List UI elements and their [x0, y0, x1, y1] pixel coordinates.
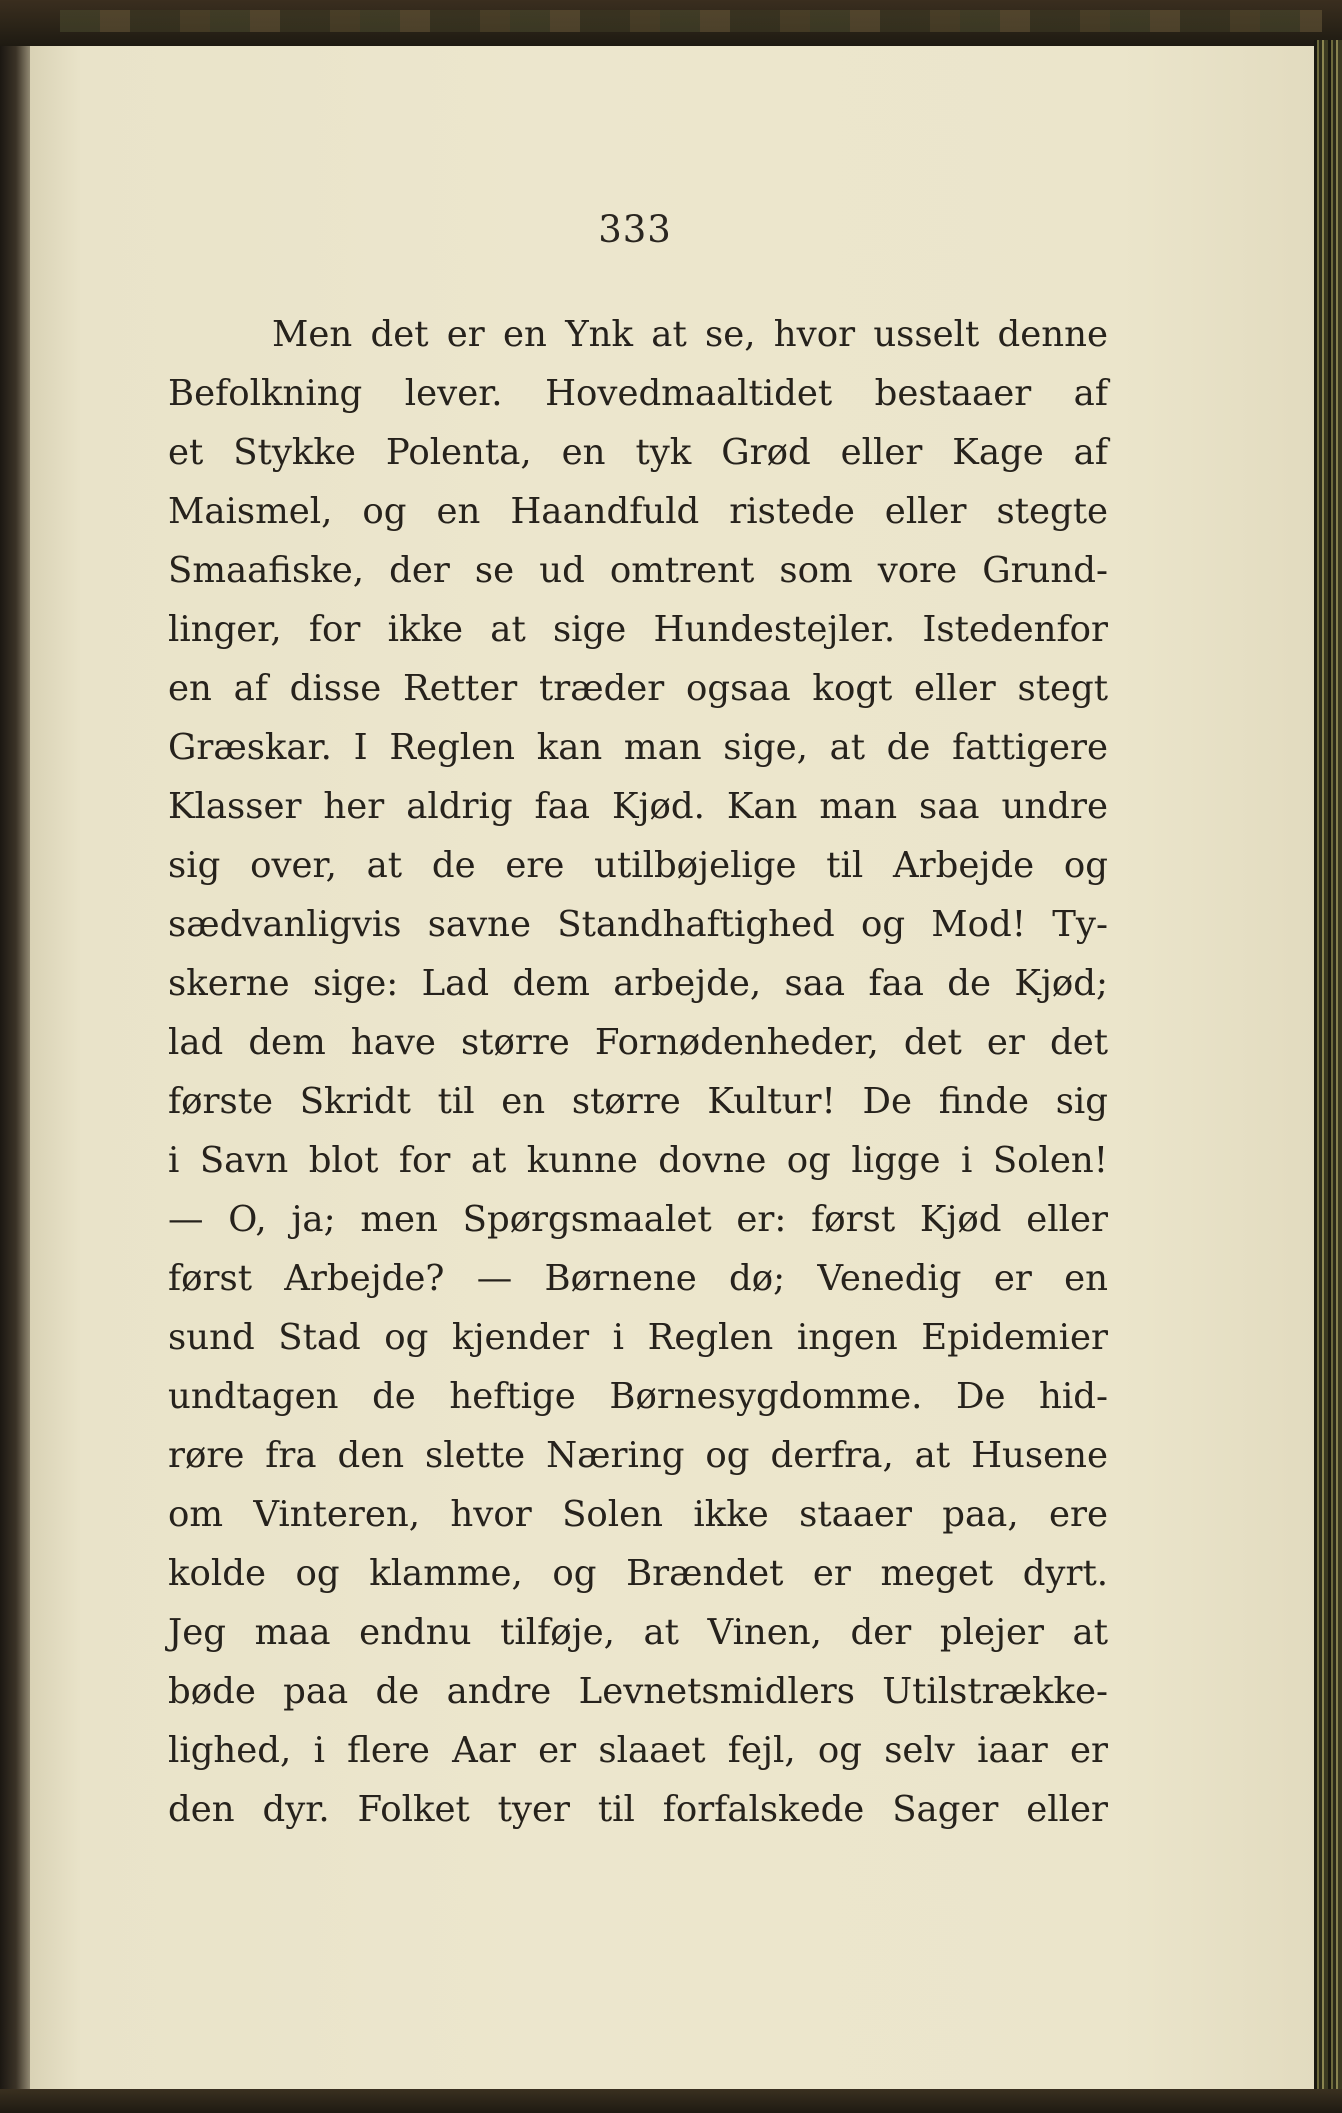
text-line: kolde og klamme, og Brændet er meget dyrt.	[168, 1553, 1108, 1594]
text-line: Jeg maa endnu tilføje, at Vinen, der plejer at	[168, 1612, 1108, 1653]
bottom-book-edge	[0, 2089, 1342, 2113]
text-line: undtagen de heftige Børnesygdomme. De hid-	[168, 1376, 1108, 1417]
text-line: en af disse Retter træder ogsaa kogt eller stegt	[168, 668, 1108, 709]
text-line: — O, ja; men Spørgsmaalet er: først Kjød eller	[168, 1199, 1108, 1240]
text-line: et Stykke Polenta, en tyk Grød eller Kage af	[168, 432, 1108, 473]
text-line: skerne sige: Lad dem arbejde, saa faa de Kjød;	[168, 963, 1108, 1004]
text-line: den dyr. Folket tyer til forfalskede Sager eller	[168, 1789, 1108, 1830]
text-line: første Skridt til en større Kultur! De finde sig	[168, 1081, 1108, 1122]
text-line: i Savn blot for at kunne dovne og ligge i Solen!	[168, 1140, 1108, 1181]
text-line: Græskar. I Reglen kan man sige, at de fattigere	[168, 727, 1108, 768]
text-line: om Vinteren, hvor Solen ikke staaer paa, ere	[168, 1494, 1108, 1535]
text-line: lad dem have større Fornødenheder, det er det	[168, 1022, 1108, 1063]
body-text	[168, 305, 1108, 1839]
page-number: 333	[598, 208, 672, 251]
top-book-edge	[0, 0, 1342, 46]
fore-edge-pages	[1314, 40, 1342, 2113]
text-line: bøde paa de andre Levnetsmidlers Utilstrække-	[168, 1671, 1108, 1712]
text-line: sund Stad og kjender i Reglen ingen Epidemier	[168, 1317, 1108, 1358]
text-line: Maismel, og en Haandfuld ristede eller stegte	[168, 491, 1108, 532]
text-line: sædvanligvis savne Standhaftighed og Mod! Ty-	[168, 904, 1108, 945]
text-line: først Arbejde? — Børnene dø; Venedig er en	[168, 1258, 1108, 1299]
text-line: linger, for ikke at sige Hundestejler. Istedenfor	[168, 609, 1108, 650]
text-line: Klasser her aldrig faa Kjød. Kan man saa undre	[168, 786, 1108, 827]
text-line: Men det er en Ynk at se, hvor usselt denne	[272, 314, 1108, 355]
text-line: lighed, i flere Aar er slaaet fejl, og selv iaar er	[168, 1730, 1108, 1771]
text-line: Smaafiske, der se ud omtrent som vore Grund-	[168, 550, 1108, 591]
text-line: røre fra den slette Næring og derfra, at Husene	[168, 1435, 1108, 1476]
text-line: sig over, at de ere utilbøjelige til Arbejde og	[168, 845, 1108, 886]
text-line: Befolkning lever. Hovedmaaltidet bestaaer af	[168, 373, 1108, 414]
